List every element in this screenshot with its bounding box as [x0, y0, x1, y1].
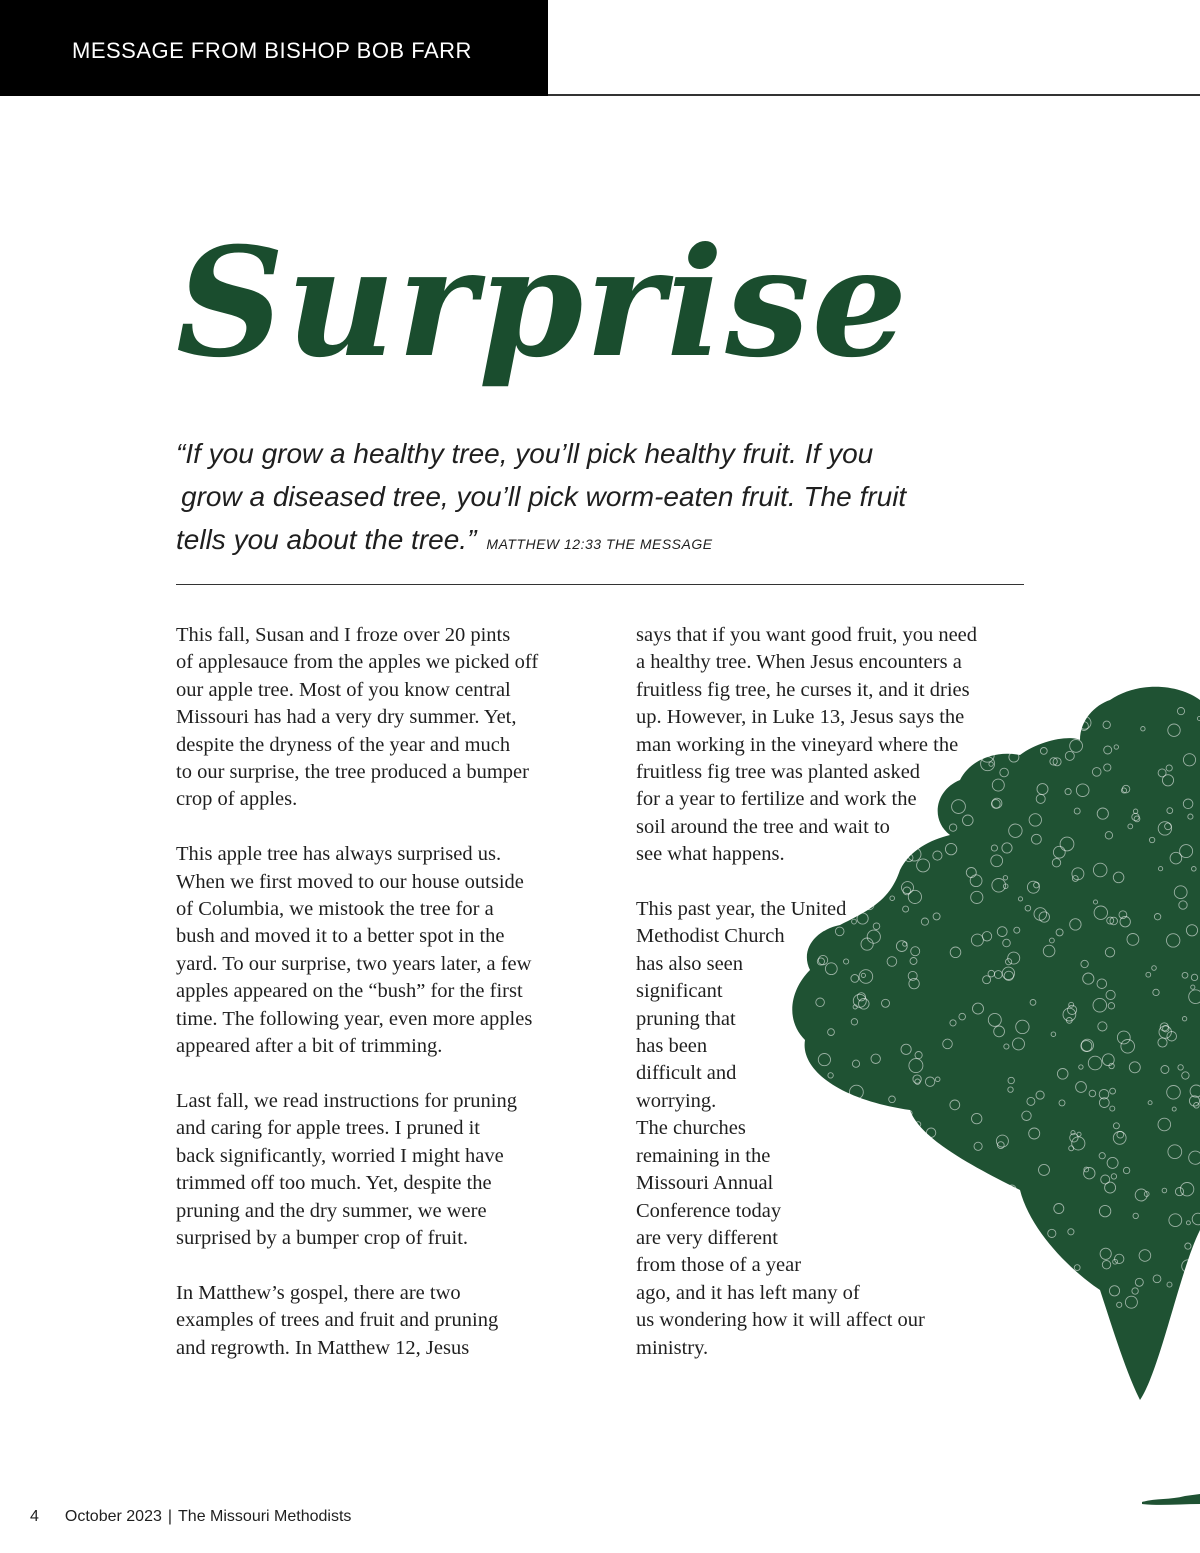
- body-text-line: The churches: [636, 1117, 746, 1140]
- page-number: 4: [30, 1508, 39, 1525]
- body-text-line: Missouri has had a very dry summer. Yet,: [176, 706, 517, 729]
- body-text-line: bush and moved it to a better spot in the: [176, 925, 505, 948]
- body-text-line: This fall, Susan and I froze over 20 pints: [176, 624, 511, 646]
- body-text-line: see what happens.: [636, 843, 785, 866]
- body-text-line: difficult and: [636, 1062, 737, 1085]
- body-column-left: [176, 622, 576, 1389]
- body-text-line: pruning that: [636, 1007, 736, 1030]
- body-text-line: significant: [636, 980, 723, 1003]
- body-text-line: fruitless fig tree was planted asked: [636, 761, 921, 784]
- body-text-line: This past year, the United: [636, 898, 847, 921]
- body-text-line: crop of apples.: [176, 788, 298, 811]
- paragraph: [176, 622, 576, 814]
- body-text-line: says that if you want good fruit, you need: [636, 624, 978, 646]
- paragraph: [636, 896, 1016, 1362]
- body-text-line: surprised by a bumper crop of fruit.: [176, 1226, 469, 1249]
- paragraph: [176, 841, 576, 1060]
- body-text-line: our apple tree. Most of you know central: [176, 678, 511, 701]
- body-text-line: examples of trees and fruit and pruning: [176, 1309, 499, 1332]
- issue-date: October 2023: [64, 1508, 162, 1525]
- body-text-line: back significantly, worried I might have: [176, 1144, 504, 1167]
- body-text-line: us wondering how it will affect our: [636, 1309, 925, 1332]
- header-rule: [548, 94, 1200, 96]
- body-text-line: ministry.: [636, 1336, 709, 1359]
- paragraph: [176, 1088, 576, 1252]
- body-text-line: trimmed off too much. Yet, despite the: [176, 1172, 492, 1195]
- divider: [176, 584, 1024, 585]
- quote-citation: MATTHEW 12:33 THE MESSAGE: [486, 536, 713, 552]
- body-text-line: In Matthew’s gospel, there are two: [176, 1281, 461, 1304]
- body-text-line: a healthy tree. When Jesus encounters a: [636, 651, 962, 674]
- body-text-line: to our surprise, the tree produced a bumper: [176, 761, 529, 784]
- body-text-line: Missouri Annual: [636, 1172, 774, 1195]
- pull-quote: [176, 432, 976, 566]
- body-text-line: has also seen: [636, 952, 744, 975]
- quote-line: grow a diseased tree, you’ll pick worm-eaten fruit. The fruit: [181, 481, 907, 512]
- body-text-line: despite the dryness of the year and much: [176, 733, 511, 756]
- body-text-line: apples appeared on the “bush” for the first: [176, 980, 523, 1003]
- body-text-line: yard. To our surprise, two years later, a few: [176, 952, 532, 975]
- body-text-line: from those of a year: [636, 1254, 802, 1277]
- body-text-line: of Columbia, we mistook the tree for a: [176, 898, 494, 921]
- publication-name: The Missouri Methodists: [178, 1508, 352, 1525]
- body-text-line: time. The following year, even more apples: [176, 1007, 533, 1030]
- body-text-line: This apple tree has always surprised us.: [176, 843, 502, 866]
- paragraph: [176, 1280, 576, 1362]
- page-footer: [30, 1508, 351, 1526]
- body-text-line: up. However, in Luke 13, Jesus says the: [636, 706, 965, 729]
- body-text-line: soil around the tree and wait to: [636, 815, 890, 838]
- body-text-line: and regrowth. In Matthew 12, Jesus: [176, 1336, 470, 1359]
- body-text-line: of applesauce from the apples we picked off: [176, 651, 539, 674]
- body-text-line: and caring for apple trees. I pruned it: [176, 1117, 480, 1140]
- body-text-line: When we first moved to our house outside: [176, 870, 524, 893]
- body-text-line: worrying.: [636, 1089, 717, 1112]
- body-text-line: are very different: [636, 1226, 778, 1249]
- body-text-line: Methodist Church: [636, 925, 785, 948]
- body-text-line: man working in the vineyard where the: [636, 733, 959, 756]
- quote-line: “If you grow a healthy tree, you’ll pick healthy fruit. If you: [176, 438, 874, 469]
- body-text-line: remaining in the: [636, 1144, 771, 1167]
- body-text-line: appeared after a bit of trimming.: [176, 1035, 443, 1058]
- body-text-line: Last fall, we read instructions for pruning: [176, 1089, 518, 1112]
- body-column-right: [636, 622, 1016, 1389]
- quote-line: tells you about the tree.”: [176, 524, 477, 555]
- article-title: Surprise: [176, 215, 910, 391]
- body-text-line: for a year to fertilize and work the: [636, 788, 917, 811]
- body-text-line: Conference today: [636, 1199, 782, 1222]
- footer-separator: |: [167, 1508, 173, 1525]
- tree-base-icon: [1140, 1488, 1200, 1508]
- body-text-line: ago, and it has left many of: [636, 1281, 860, 1304]
- body-text-line: has been: [636, 1035, 708, 1058]
- section-label: MESSAGE FROM BISHOP BOB FARR: [72, 38, 472, 63]
- body-text-line: fruitless fig tree, he curses it, and it dries: [636, 678, 970, 701]
- body-text-line: pruning and the dry summer, we were: [176, 1199, 487, 1222]
- paragraph: [636, 622, 1016, 869]
